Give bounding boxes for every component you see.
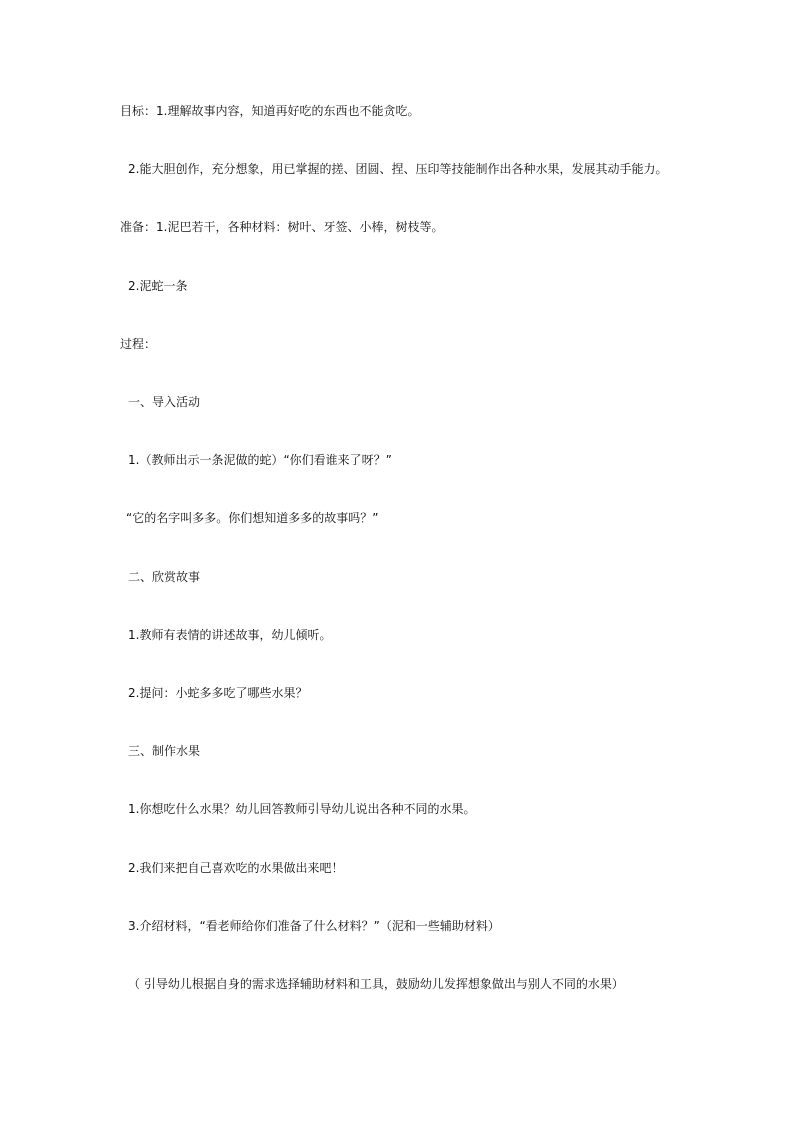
section-3-step-1: 1.你想吃什么水果？幼儿回答教师引导幼儿说出各种不同的水果。 — [128, 802, 476, 816]
preparation-line-2: 2.泥蛇一条 — [128, 279, 188, 293]
goal-line-1: 目标：1.理解故事内容，知道再好吃的东西也不能贪吃。 — [120, 104, 420, 118]
section-2-step-1: 1.教师有表情的讲述故事，幼儿倾听。 — [128, 628, 332, 642]
preparation-line-1: 准备：1.泥巴若干，各种材料：树叶、牙签、小棒，树枝等。 — [120, 220, 444, 234]
section-3-step-3: 3.介绍材料，“看老师给你们准备了什么材料？”（泥和一些辅助材料） — [128, 919, 500, 933]
section-1-heading: 一、导入活动 — [128, 395, 201, 409]
section-2-step-2: 2.提问：小蛇多多吃了哪些水果？ — [128, 686, 308, 700]
section-2-heading: 二、欣赏故事 — [128, 570, 201, 584]
section-1-step-1: 1.（教师出示一条泥做的蛇）“你们看谁来了呀？” — [128, 453, 392, 467]
process-heading: 过程： — [120, 337, 157, 351]
section-3-note: （ 引导幼儿根据自身的需求选择辅助材料和工具，鼓励幼儿发挥想象做出与别人不同的水果） — [128, 977, 624, 991]
section-1-quote: “它的名字叫多多。你们想知道多多的故事吗？” — [126, 511, 379, 525]
section-3-step-2: 2.我们来把自己喜欢吃的水果做出来吧！ — [128, 861, 344, 875]
goal-line-2: 2.能大胆创作，充分想象，用已掌握的搓、团圆、捏、压印等技能制作出各种水果，发展其动手能力。 — [128, 162, 668, 176]
section-3-heading: 三、制作水果 — [128, 744, 201, 758]
